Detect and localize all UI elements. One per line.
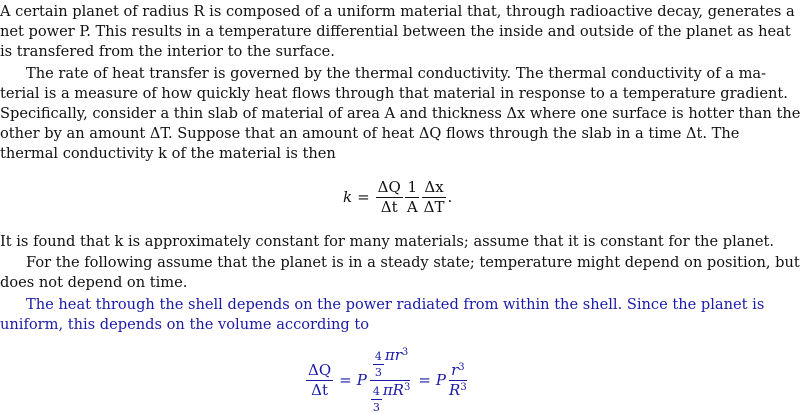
fraction-four-thirds (371, 386, 382, 413)
exponent: 3 (458, 362, 465, 373)
paragraph-intro (0, 2, 800, 62)
pi-r-term: πr (384, 346, 402, 364)
text-line: other by an amount ΔT. Suppose that an amount of heat ΔQ flows through the slab in a time Δt. The (0, 125, 740, 142)
eq-equals: = (339, 371, 352, 389)
fraction-numerator: ΔQ (377, 178, 401, 196)
equation-heat-volume (305, 348, 470, 413)
paragraph-solution-blue (0, 295, 800, 335)
text-line: The rate of heat transfer is governed by the thermal conductivity. The thermal conductivity of a ma- (26, 65, 767, 82)
fraction-numerator: 1 (407, 178, 417, 196)
fraction-denominator: Δt (311, 381, 328, 399)
fraction-denominator: 3 (374, 366, 382, 379)
fraction-dq-dt (306, 363, 333, 398)
r-term: r (451, 361, 459, 379)
text-line: For the following assume that the planet is in a steady state; temperature might depend on position, but (26, 254, 800, 271)
eq-power-symbol: P (435, 371, 447, 389)
text-line: A certain planet of radius R is composed of a uniform material that, through radioactive decay, generates a (0, 3, 795, 20)
text-line: It is found that k is approximately constant for many materials; assume that it is constant for the planet. (0, 233, 774, 250)
eq-equals: = (418, 371, 431, 389)
text-line: does not depend on time. (0, 274, 188, 291)
text-line: terial is a measure of how quickly heat flows through that material in response to a temperature gradient. (0, 85, 788, 102)
equation-thermal-conductivity (343, 180, 452, 215)
fraction-one-over-a (405, 180, 420, 215)
paragraph-conductivity (0, 64, 800, 164)
eq-period: . (447, 188, 453, 206)
text-line: uniform, this depends on the volume according to (0, 316, 370, 333)
fraction-numerator (449, 363, 467, 381)
fraction-volume-ratio (368, 348, 413, 413)
eq-lhs: k (343, 188, 353, 206)
fraction-dx-dT (422, 180, 447, 215)
fraction-denominator: Δt (380, 198, 398, 216)
eq-equals: = (357, 188, 370, 206)
eq-power-symbol: P (356, 371, 367, 389)
text-line: thermal conductivity k of the material is then (0, 145, 336, 162)
fraction-four-thirds (373, 351, 384, 378)
text-line: net power P. This results in a temperature differential between the inside and outside of the planet as heat (0, 23, 791, 40)
fraction-denominator: ΔT (423, 198, 445, 216)
text-line: is transfered from the interior to the surface. (0, 43, 335, 60)
fraction-numerator (370, 348, 410, 381)
fraction-denominator (447, 381, 469, 398)
fraction-dq-dt (376, 180, 403, 215)
exponent: 3 (403, 382, 411, 393)
R-term: R (449, 381, 461, 399)
exponent: 3 (460, 382, 467, 393)
exponent: 3 (401, 347, 409, 358)
fraction-r-cubed-ratio (447, 363, 469, 398)
paragraph-steady-state (0, 253, 800, 293)
text-line: Specifically, consider a thin slab of material of area A and thickness Δx where one surface is hotter than the (0, 105, 800, 122)
fraction-denominator: A (406, 198, 418, 216)
fraction-numerator: ΔQ (308, 361, 332, 379)
fraction-denominator: 3 (372, 401, 380, 414)
fraction-numerator: Δx (424, 178, 444, 196)
paragraph-constant-k (0, 232, 800, 252)
fraction-numerator: 4 (374, 350, 382, 363)
fraction-denominator (368, 381, 413, 413)
text-line: The heat through the shell depends on the power radiated from within the shell. Since the planet is (26, 296, 765, 313)
pi-R-term: πR (382, 381, 404, 399)
fraction-numerator: 4 (372, 385, 380, 398)
